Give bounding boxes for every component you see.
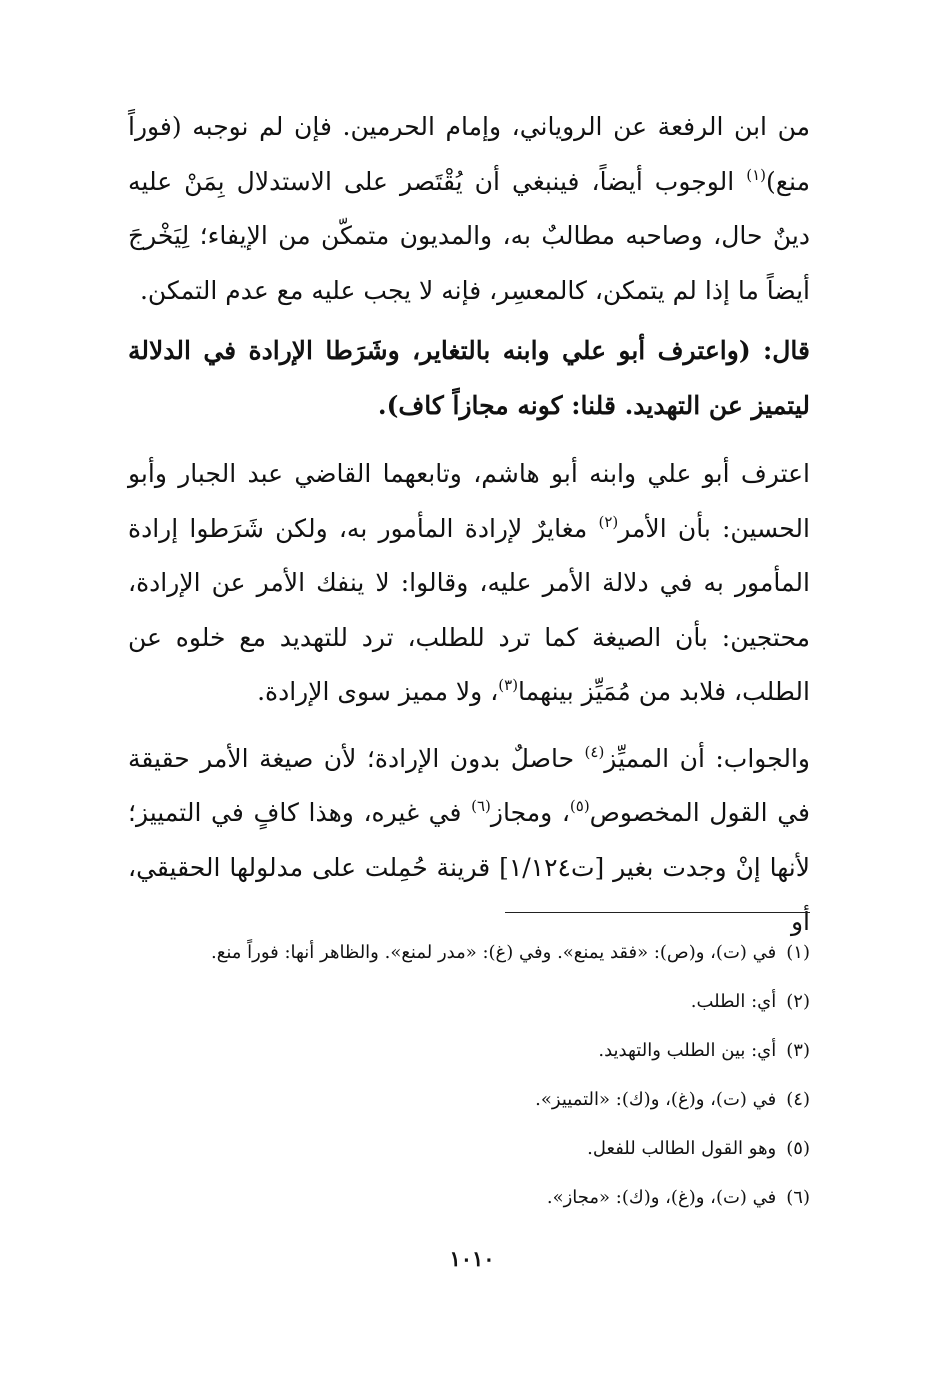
footnote-text: وهو القول الطالب للفعل. (587, 1138, 777, 1159)
footnote-number: (٤) (786, 1089, 810, 1110)
paragraph-text: من ابن الرفعة عن الروياني، وإمام الحرمين. فإن لم نوجبه (فوراً منع) (128, 112, 810, 196)
footnote-marker-3: (٣) (498, 676, 519, 694)
footnote-item (128, 1075, 810, 1124)
footnote-marker-4: (٤) (584, 742, 605, 761)
footnote-number: (٢) (786, 991, 810, 1012)
paragraph-text: ، ولا مميز سوى الإرادة. (257, 677, 499, 706)
footnote-item (128, 1026, 810, 1075)
footnote-marker-5: (٥) (569, 797, 590, 815)
paragraph-continuation (128, 100, 810, 318)
footnote-text: في (ت)، و(غ)، و(ك): «مجاز». (546, 1187, 777, 1208)
paragraph-text: اعترف أبو علي وابنه أبو هاشم، وتابعهما القاضي عبد الجبار وأبو الحسين: بأن الأمر (128, 459, 810, 543)
footnote-number: (٥) (786, 1138, 810, 1159)
footnote-text: أي: الطلب. (690, 991, 777, 1012)
footnote-item (128, 928, 810, 977)
footnote-number: (٦) (786, 1187, 810, 1208)
paragraph-answer (128, 732, 810, 950)
footnote-text: في (ت)، و(غ)، و(ك): «التمييز». (535, 1089, 777, 1110)
footnote-marker-2: (٢) (598, 512, 619, 531)
footnote-text: أي: بين الطلب والتهديد. (598, 1040, 777, 1061)
quoted-text-heading: قال: (واعترف أبو علي وابنه بالتغاير، وشَرَطا الإرادة في الدلالة ليتميز عن التهديد. قلنا: كونه مجازاً كاف). (128, 336, 810, 420)
page-number: ١٠١٠ (449, 1246, 495, 1271)
paragraph-text: والجواب: أن المميِّز (604, 743, 810, 773)
footnote-marker-6: (٦) (471, 797, 491, 815)
footnote-marker-1: (١) (746, 165, 766, 184)
footnote-number: (٣) (786, 1040, 810, 1061)
paragraph-text: حاصلٌ بدون الإرادة؛ لأن صيغة الأمر حقيقة في القول المخصوص (128, 743, 810, 827)
footnote-item (128, 1124, 810, 1173)
page-body (128, 100, 810, 950)
paragraph-text: مغايرٌ لإرادة المأمور به، ولكن شَرَطوا إرادة المأمور به في دلالة الأمر عليه، وقالوا: لا ينفك الأمر عن الإرادة، محتجين: بأن الصيغة كما ترد للطلب، ترد للتهديد مع خلوه عن الطلب، فلابد من مُمَيِّز بينهما (128, 513, 810, 706)
footnote-text: في (ت)، و(ص): «فقد يمنع». وفي (غ): «مدر لمنع». والظاهر أنها: فوراً منع. (211, 942, 777, 963)
paragraph-commentary (128, 447, 810, 720)
footnote-divider (505, 912, 810, 913)
footnote-item (128, 977, 810, 1026)
paragraph-text: ، ومجاز (490, 798, 570, 827)
footnote-number: (١) (786, 942, 810, 963)
paragraph-text: الوجوب أيضاً، فينبغي أن يُقْتَصر على الاستدلال بِمَنْ عليه دينٌ حال، وصاحبه مطالبٌ به، والمديون متمكّن من الإيفاء؛ لِيَخْرجَ أيضاً ما إذا لم يتمكن، كالمعسِر، فإنه لا يجب عليه مع عدم التمكن. (128, 166, 810, 305)
paragraph-text: في غيره، وهذا كافٍ في التمييز؛ لأنها إنْ وجدت بغير [ت١/١٢٤] قرينة حُمِلت على مدلولها الحقيقي، أو (128, 798, 810, 936)
footnotes-section (128, 928, 810, 1222)
footnote-item (128, 1173, 810, 1222)
